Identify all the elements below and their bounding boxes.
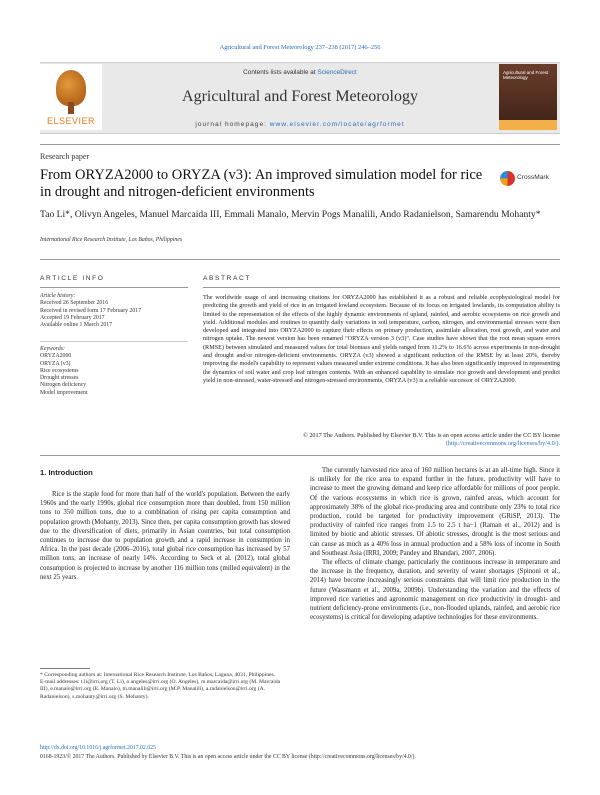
- divider: [40, 341, 188, 342]
- corresponding-note: * Corresponding authors at: International Rice Research Institute, Los Baños, Laguna, 4031, Philippines.: [40, 672, 276, 678]
- paragraph: Rice is the staple food for more than half of the world's population. Between the early 1960s and the early 1990s, global rice consumption more than doubled, from 150 million tons to 350 million tons, due to a combination of rising per capita consumption and population growth (Mohanty, 2013). Since then, per capita consumption growth has slowed due to the diversification of diets, primarily in Asian countries, but total consumption continues to increase due to population growth and a rapid increase in consumption in Africa. In the past decade (2006–2016), total global rice consumption has increased by 57 million tons, an increase of nearly 14%. According to Seck et al. (2012), total global consumption is projected to increase by another 116 million tons (milled equivalent) in the next 25 years.: [40, 491, 290, 581]
- crossmark-icon: [500, 171, 515, 186]
- history-item: Available online 1 March 2017: [40, 322, 113, 329]
- keywords-label: Keywords:: [40, 346, 65, 352]
- abstract-heading: ABSTRACT: [203, 275, 251, 282]
- divider: [40, 259, 560, 260]
- keyword: Nitrogen deficiency: [40, 382, 87, 389]
- keyword: Model improvement: [40, 389, 88, 396]
- footnote: [40, 672, 290, 701]
- crossmark-label: CrossMark: [517, 174, 549, 181]
- homepage-link[interactable]: www.elsevier.com/locate/agrformet: [269, 121, 405, 128]
- article-info-heading: ARTICLE INFO: [40, 275, 105, 282]
- copyright-text: © 2017 The Authors. Published by Elsevier B.V. This is an open access article under the CC BY license: [303, 432, 560, 439]
- paragraph: The currently harvested rice area of 160 million hectares is at an all-time high. Since it is unlikely for the rice area to expand further in the future, productivity will have to increase to meet the growing demand and keep rice affordable for millions of poor people. Of the various ecosystems in which rice is grown, rainfed areas, which account for approximately 38% of the global rice-producing area and contribute only 23% to total rice production, could be targeted for productivity improvement (GRiSP, 2013). The productivity of rainfed rice ranges from 1.5 to 2.5 t ha−1 (Raman et al., 2012) and is limited by biotic and abiotic stresses. Of abiotic stresses, drought is the most serious and can cause as much as a 40% loss in annual production and a 58% loss of income in South and Southeast Asia (IRRI, 2009; Pandey and Bhandari, 2007, 2006).: [310, 467, 560, 557]
- intro-right-column: [310, 466, 560, 622]
- contents-prefix: Contents lists available at: [243, 69, 318, 76]
- article-history: [40, 293, 188, 329]
- abstract-text: The worldwide usage of and increasing citations for ORYZA2000 has established it as a robust and reliable ecophysiological model for predicting the growth and yield of rice in an irrigated lowland ecosystem. Because of its focus on irrigated lowlands, its computation ability is limited to the representation of the effects of the highly dynamic environments of upland, rainfed, and aerobic ecosystems on rice growth and yield. Additional modules and routines to quantify daily variations in soil temperature, carbon, nitrogen, and environmental stresses were then developed and integrated into ORYZA2000 to capture their effects on primary production, assimilate allocation, root growth, and water and nitrogen uptake. The newest version has been renamed "ORYZA version 3 (v3)". Case studies have shown that the root mean square errors (RMSE) between simulated and measured values for total biomass and yields ranged from 11.2% to 16.6% across experiments in non-drought and drought and/or nitrogen-deficient environments. ORYZA (v3) showed a significant reduction of the RMSE by at least 20%, thereby improving the model's capability to represent values measured under extreme conditions. It has also been significantly improved in representing the dynamics of soil water and crop leaf nitrogen contents. With an enhanced capability to simulate rice growth and development and predict yield in non-stressed, water-stressed and nitrogen-stressed environments, ORYZA (v3) is a reliable successor of ORYZA2000.: [203, 294, 560, 384]
- paragraph: The effects of climate change, particularly the continuous increase in temperature and the increase in the frequency, duration, and severity of water shortages (Spinoni et al., 2014) have become increasingly serious constraints that will limit rice production in the future (Wassmann et al., 2009a, 2009b). Understanding the variation and the effects of improved rice varieties and agronomic management on rice productivity in drought- and nutrient deficiency-prone environments (i.e., non-flooded uplands, rainfed, and aerobic rice ecosystems) is critical for developing adaptive technologies for these environments.: [310, 559, 560, 622]
- keyword: ORYZA (v3): [40, 360, 71, 367]
- crossmark-badge[interactable]: [500, 170, 558, 188]
- copyright-line: [203, 432, 560, 449]
- keyword: Rice ecosystems: [40, 367, 79, 374]
- keywords: [40, 346, 188, 397]
- footnote-divider: [40, 668, 90, 669]
- history-label: Article history:: [40, 293, 76, 299]
- intro-left-column: [40, 490, 290, 582]
- divider: [40, 287, 188, 288]
- journal-title: Agricultural and Forest Meteorology: [182, 88, 418, 105]
- license-link[interactable]: (http://creativecommons.org/licenses/by/4.0/).: [445, 440, 560, 448]
- journal-reference[interactable]: Agricultural and Forest Meteorology 237–238 (2017) 246–256: [219, 44, 381, 51]
- divider: [40, 455, 560, 456]
- keyword: ORYZA2000: [40, 353, 72, 360]
- homepage-prefix: journal homepage:: [195, 121, 270, 128]
- rights-statement: 0168-1923/© 2017 The Authors. Published by Elsevier B.V. This is an open access article under the CC BY license (http://creativecommons.org/licenses/by/4.0/).: [40, 754, 416, 760]
- cover-title: Agricultural and Forest Meteorology: [503, 70, 549, 81]
- article-type: Research paper: [40, 152, 90, 161]
- journal-cover-thumbnail[interactable]: [499, 64, 557, 130]
- doi-link[interactable]: http://dx.doi.org/10.1016/j.agrformet.2017.02.025: [40, 745, 156, 751]
- history-item: Received in revised form 17 February 2017: [40, 307, 142, 314]
- divider: [40, 144, 560, 145]
- sciencedirect-link[interactable]: ScienceDirect: [317, 69, 357, 76]
- author-list: Tao Li*, Olivyn Angeles, Manuel Marcaida III, Emmali Manalo, Mervin Pogs Manalili, Ando Radanielson, Samarendu Mohanty*: [40, 209, 541, 220]
- history-item: Accepted 19 February 2017: [40, 314, 105, 321]
- keyword: Drought stresses: [40, 375, 79, 382]
- history-item: Received 26 September 2016: [40, 300, 109, 307]
- article-title: From ORYZA2000 to ORYZA (v3): An improved simulation model for rice in drought and nitrogen-deficient environments: [40, 167, 483, 200]
- email-addresses[interactable]: E-mail addresses: t.li@irri.org (T. Li), o.angeles@irri.org (O. Angeles), m.marcaida@irri.org (M. Marcaida III), e.manalo@irri.org (E. Manalo), m.manalili@irri.org (M.P. Manalili), a.radanielson@irri.org (A. Radanielson), s.mohanty@irri.org (S. Mohanty).: [40, 679, 281, 700]
- publisher-name: ELSEVIER: [46, 116, 96, 126]
- section-heading: 1. Introduction: [40, 468, 93, 477]
- divider: [203, 287, 560, 288]
- affiliation: International Rice Research Institute, Los Baños, Philippines: [40, 237, 183, 243]
